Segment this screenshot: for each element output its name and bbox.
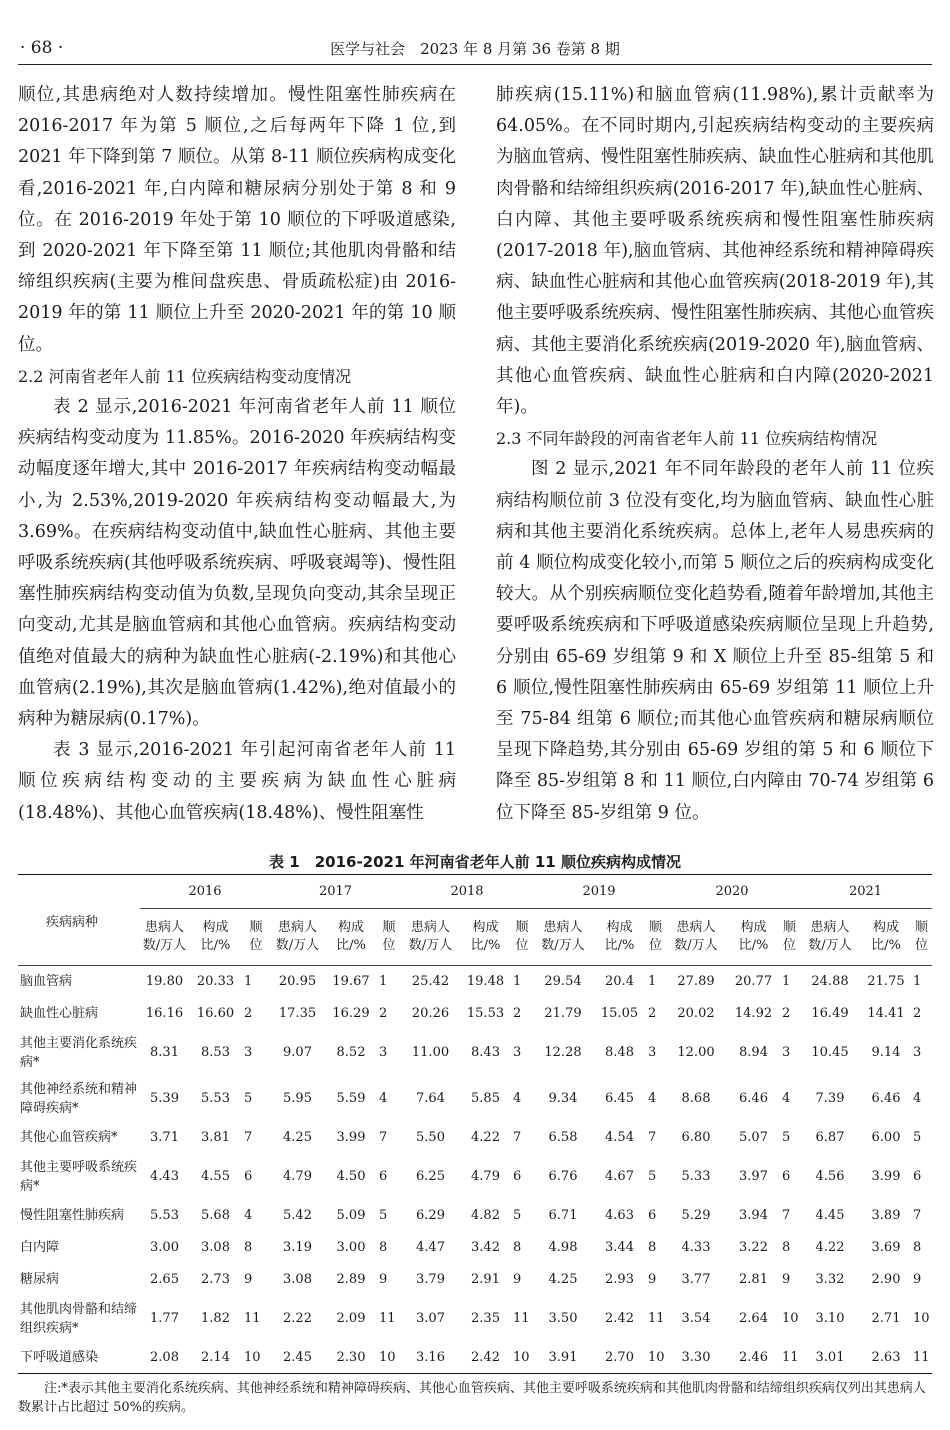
proportion-cell: 3.81	[201, 1130, 230, 1145]
patients-cell: 3.50	[548, 1311, 578, 1326]
rank-cell: 2	[379, 1006, 388, 1021]
disease-name: 其他主要呼吸系统疾病*	[20, 1159, 138, 1194]
rank-cell: 7	[379, 1130, 388, 1145]
proportion-cell: 20.33	[196, 974, 235, 990]
proportion-cell: 2.30	[325, 1342, 377, 1374]
proportion-header	[861, 909, 911, 966]
year-header: 2017	[270, 875, 401, 909]
rank-cell: 8	[244, 1240, 253, 1255]
rank-cell: 8	[782, 1240, 791, 1255]
paragraph: 表 2 显示,2016-2021 年河南省老年人前 11 顺位疾病结构变动度为 11.85%。2016-2020 年疾病结构变动幅度逐年增大,其中 2016-2017 年疾病结构变动幅最小,为 2.53%,2019-2020 年疾病结构变动幅最大,为 3.69%。在疾病结构变动值中,缺血性心脏病、其他主要呼吸系统疾病(其他呼吸系统疾病、呼吸衰竭等)、慢性阻塞性肺疾病结构变动值为负数,呈现负向变动,其余呈现正向变动,尤其是脑血管病和其他心血管病。疾病结构变动值绝对值最大的病种为缺血性心脏病(-2.19%)和其他心血管病(2.19%),其次是脑血管病(1.42%),绝对值最小的病种为糖尿病(0.17%)。	[18, 397, 456, 730]
patients-header	[799, 909, 861, 966]
patients-header-line: 数/万人	[142, 938, 187, 953]
table-row	[18, 1264, 932, 1296]
rank-cell: 6	[513, 1169, 522, 1184]
patients-cell: 3.01	[799, 1342, 861, 1374]
proportion-cell: 4.63	[605, 1208, 634, 1223]
proportion-cell: 2.90	[871, 1272, 901, 1287]
rank-cell: 6	[648, 1208, 657, 1223]
patients-cell: 4.22	[815, 1240, 845, 1255]
rank-cell: 3	[244, 1045, 253, 1060]
rank-cell: 4	[513, 1091, 522, 1106]
disease-name: 慢性阻塞性肺疾病	[20, 1208, 125, 1223]
patients-cell: 6.80	[681, 1130, 711, 1145]
disease-name: 其他神经系统和精神障碍疾病*	[20, 1081, 138, 1116]
patients-cell: 29.54	[544, 974, 582, 990]
proportion-cell: 2.09	[336, 1311, 366, 1326]
proportion-cell: 8.53	[201, 1045, 230, 1060]
rank-cell: 2	[648, 1006, 657, 1021]
proportion-cell: 19.67	[332, 974, 370, 990]
proportion-cell: 15.53	[466, 1006, 505, 1021]
rank-header	[377, 909, 401, 966]
rank-cell: 10	[646, 1342, 665, 1374]
table-row	[18, 1154, 932, 1200]
proportion-cell: 1.82	[201, 1311, 230, 1326]
patients-header-line: 数/万人	[275, 938, 320, 953]
proportion-cell: 15.05	[600, 1006, 639, 1021]
proportion-cell: 16.29	[332, 1006, 370, 1021]
patients-cell: 3.16	[401, 1342, 460, 1374]
rank-cell: 3	[379, 1045, 388, 1060]
patients-cell: 4.25	[548, 1272, 578, 1287]
patients-cell: 5.29	[681, 1208, 711, 1223]
rank-cell: 4	[782, 1091, 791, 1106]
proportion-cell: 9.14	[871, 1045, 901, 1060]
patients-cell: 2.45	[270, 1342, 325, 1374]
patients-cell: 3.32	[815, 1272, 845, 1287]
proportion-cell: 21.75	[867, 974, 905, 990]
proportion-cell: 4.79	[471, 1169, 500, 1184]
rank-cell: 8	[913, 1240, 922, 1255]
disease-name: 其他肌肉骨骼和结缔组织疾病*	[20, 1301, 138, 1336]
patients-header	[533, 909, 593, 966]
rank-header-line: 位	[249, 938, 263, 953]
proportion-cell: 8.52	[336, 1045, 366, 1060]
patients-cell: 3.79	[416, 1272, 445, 1287]
patients-cell: 7.64	[416, 1091, 445, 1106]
rank-cell: 9	[244, 1272, 253, 1287]
left-column	[18, 80, 456, 829]
disease-name: 脑血管病	[20, 974, 73, 990]
proportion-header	[727, 909, 780, 966]
rank-header-line: 顺	[249, 920, 263, 935]
proportion-cell: 2.93	[605, 1272, 634, 1287]
page-header	[18, 20, 932, 65]
year-header: 2019	[533, 875, 665, 909]
rank-cell: 4	[379, 1091, 388, 1106]
patients-cell: 4.56	[815, 1169, 845, 1184]
proportion-cell: 5.68	[201, 1208, 230, 1223]
rank-header-line: 位	[648, 938, 662, 953]
patients-cell: 5.95	[283, 1091, 312, 1106]
rank-cell: 11	[648, 1311, 665, 1326]
proportion-header-line: 比/%	[738, 938, 769, 953]
rank-cell: 9	[782, 1272, 791, 1287]
right-column	[496, 80, 934, 829]
patients-cell: 6.71	[548, 1208, 578, 1223]
rank-cell: 8	[513, 1240, 522, 1255]
proportion-cell: 16.60	[196, 1006, 235, 1021]
rank-cell: 8	[648, 1240, 657, 1255]
proportion-cell: 3.99	[871, 1169, 901, 1184]
table-row	[18, 1030, 932, 1076]
patients-cell: 12.00	[677, 1045, 715, 1060]
proportion-cell: 2.81	[739, 1272, 768, 1287]
rank-cell: 1	[379, 974, 388, 990]
rank-header-line: 顺	[782, 920, 796, 935]
rank-cell: 5	[244, 1091, 253, 1106]
rank-header	[242, 909, 270, 966]
rank-cell: 3	[913, 1045, 922, 1060]
patients-cell: 20.26	[411, 1006, 450, 1021]
rank-cell: 6	[244, 1169, 253, 1184]
patients-header-line: 数/万人	[541, 938, 585, 953]
table-row	[18, 1122, 932, 1154]
patients-cell: 20.02	[677, 1006, 715, 1021]
proportion-cell: 3.94	[739, 1208, 768, 1223]
rank-cell: 5	[913, 1130, 922, 1145]
rank-header-line: 位	[382, 938, 396, 953]
rank-cell: 7	[913, 1208, 922, 1223]
patients-cell: 4.98	[548, 1240, 578, 1255]
patients-cell: 20.95	[278, 974, 317, 990]
proportion-header-line: 构成	[472, 920, 499, 935]
patients-cell: 17.35	[278, 1006, 317, 1021]
rank-cell: 6	[379, 1169, 388, 1184]
rank-cell: 10	[782, 1311, 799, 1326]
proportion-cell: 19.48	[466, 974, 505, 990]
rank-cell: 10	[913, 1311, 930, 1326]
proportion-cell: 6.46	[739, 1091, 768, 1106]
proportion-cell: 5.59	[336, 1091, 366, 1106]
proportion-cell: 5.53	[201, 1091, 230, 1106]
proportion-header-line: 比/%	[470, 938, 501, 953]
rank-cell: 2	[244, 1006, 253, 1021]
patients-cell: 5.42	[283, 1208, 312, 1223]
patients-header-line: 数/万人	[408, 938, 453, 953]
proportion-header	[460, 909, 511, 966]
rank-cell: 7	[244, 1130, 253, 1145]
patients-cell: 21.79	[544, 1006, 582, 1021]
rank-cell: 1	[648, 974, 657, 990]
patients-cell: 4.47	[416, 1240, 445, 1255]
rank-cell: 9	[913, 1272, 922, 1287]
rank-cell: 11	[911, 1342, 932, 1374]
proportion-cell: 3.44	[605, 1240, 634, 1255]
rank-cell: 1	[782, 974, 791, 990]
proportion-cell: 2.73	[201, 1272, 230, 1287]
proportion-header-line: 构成	[740, 920, 767, 935]
table-row	[18, 1076, 932, 1122]
journal-info: 医学与社会 2023 年 8 月第 36 卷第 8 期	[330, 40, 620, 58]
proportion-header-line: 构成	[606, 920, 633, 935]
proportion-cell: 2.70	[593, 1342, 646, 1374]
patients-cell: 4.45	[815, 1208, 845, 1223]
table-row	[18, 1342, 932, 1374]
rank-cell: 11	[513, 1311, 530, 1326]
proportion-cell: 4.22	[471, 1130, 500, 1145]
patients-cell: 8.68	[681, 1091, 711, 1106]
rank-cell: 4	[244, 1208, 253, 1223]
patients-cell: 5.50	[416, 1130, 445, 1145]
patients-header-line: 患病人	[410, 920, 450, 935]
patients-header-line: 患病人	[144, 920, 184, 935]
patients-cell: 19.80	[145, 974, 184, 990]
rank-cell: 11	[780, 1342, 799, 1374]
patients-header	[140, 909, 189, 966]
patients-cell: 3.08	[283, 1272, 312, 1287]
patients-cell: 7.39	[815, 1091, 845, 1106]
rank-cell: 1	[913, 974, 922, 990]
proportion-cell: 3.99	[336, 1130, 366, 1145]
proportion-cell: 8.94	[739, 1045, 768, 1060]
rank-cell: 5	[782, 1130, 791, 1145]
rank-cell: 6	[782, 1169, 791, 1184]
patients-header-line: 数/万人	[674, 938, 718, 953]
rank-header-line: 位	[782, 938, 796, 953]
proportion-cell: 3.22	[739, 1240, 768, 1255]
paragraph: 图 2 显示,2021 年不同年龄段的老年人前 11 位疾病结构顺位前 3 位没有变化,均为脑血管病、缺血性心脏病和其他主要消化系统疾病。总体上,老年人易患疾病的前 4 顺位构成变化较小,而第 5 顺位之后的疾病构成变化较大。从个别疾病顺位变化趋势看,随着年龄增加,其他主要呼吸系统疾病和下呼吸道感染疾病顺位呈现上升趋势,分别由 65-69 岁组第 9 和 X 顺位上升至 85-组第 5 和 6 顺位,慢性阻塞性肺疾病由 65-69 岁组第 11 顺位上升至 75-84 组第 6 顺位;而其他心血管疾病和糖尿病顺位呈现下降趋势,其分别由 65-69 岁组的第 5 和 6 顺位下降至 85-岁组第 8 和 11 顺位,白内障由 70-74 岁组第 6 位下降至 85-岁组第 9 位。	[496, 459, 934, 823]
proportion-header-line: 构成	[202, 920, 229, 935]
section-heading-2-3: 2.3 不同年龄段的河南省老年人前 11 位疾病结构情况	[496, 429, 878, 449]
patients-cell: 4.79	[283, 1169, 312, 1184]
proportion-header	[325, 909, 377, 966]
table-note: 注:*表示其他主要消化系统疾病、其他神经系统和精神障碍疾病、其他心血管疾病、其他主要呼吸系统疾病和其他肌肉骨骼和结缔组织疾病仅列出其患病人数累计占比超过 50%的疾病。	[18, 1381, 926, 1415]
patients-cell: 12.28	[544, 1045, 582, 1060]
proportion-cell: 20.77	[734, 974, 773, 990]
patients-cell: 4.25	[283, 1130, 312, 1145]
table-caption: 表 1 2016-2021 年河南省老年人前 11 顺位疾病构成情况	[269, 853, 681, 871]
proportion-cell: 5.85	[471, 1091, 500, 1106]
proportion-cell: 20.4	[605, 974, 634, 990]
rank-cell: 3	[782, 1045, 791, 1060]
proportion-cell: 6.46	[871, 1091, 901, 1106]
rank-header	[911, 909, 932, 966]
patients-cell: 4.33	[681, 1240, 711, 1255]
patients-cell: 6.87	[815, 1130, 845, 1145]
rank-cell: 11	[244, 1311, 261, 1326]
page-number: · 68 ·	[20, 38, 64, 58]
rank-cell: 3	[648, 1045, 657, 1060]
patients-cell: 3.54	[681, 1311, 711, 1326]
proportion-header-line: 比/%	[604, 938, 635, 953]
disease-name: 糖尿病	[20, 1272, 60, 1287]
proportion-cell: 2.64	[739, 1311, 768, 1326]
patients-cell: 3.91	[533, 1342, 593, 1374]
rank-cell: 2	[782, 1006, 791, 1021]
patients-cell: 4.43	[150, 1169, 179, 1184]
proportion-header-line: 构成	[872, 920, 899, 935]
rank-cell: 5	[648, 1169, 657, 1184]
rank-cell: 7	[782, 1208, 791, 1223]
patients-cell: 25.42	[411, 974, 450, 990]
proportion-header-line: 构成	[337, 920, 364, 935]
disease-table	[18, 874, 932, 1374]
rank-cell: 9	[648, 1272, 657, 1287]
paragraph: 肺疾病(15.11%)和脑血管病(11.98%),累计贡献率为 64.05%。在不同时期内,引起疾病结构变动的主要疾病为脑血管病、慢性阻塞性肺疾病、缺血性心脏病和其他肌肉骨骼和结缔组织疾病(2016-2017 年),缺血性心脏病、白内障、其他主要呼吸系统疾病和慢性阻塞性肺疾病(2017-2018 年),脑血管病、其他神经系统和精神障碍疾病、缺血性心脏病和其他心血管疾病(2018-2019 年),其他主要呼吸系统疾病、慢性阻塞性肺疾病、其他心血管疾病、其他主要消化系统疾病(2019-2020 年),脑血管病、其他心血管疾病、缺血性心脏病和白内障(2020-2021 年)。	[496, 85, 934, 418]
patients-cell: 9.07	[283, 1045, 312, 1060]
rank-cell: 9	[513, 1272, 522, 1287]
proportion-cell: 3.08	[201, 1240, 230, 1255]
proportion-cell: 8.48	[605, 1045, 634, 1060]
proportion-cell: 14.41	[867, 1006, 905, 1021]
year-header: 2020	[665, 875, 799, 909]
rank-cell: 10	[377, 1342, 401, 1374]
rank-header-line: 顺	[648, 920, 662, 935]
proportion-cell: 2.89	[336, 1272, 366, 1287]
rank-cell: 6	[913, 1169, 922, 1184]
patients-cell: 10.45	[811, 1045, 849, 1060]
patients-cell: 3.07	[416, 1311, 445, 1326]
patients-cell: 3.19	[283, 1240, 312, 1255]
patients-cell: 11.00	[411, 1045, 450, 1060]
patients-cell: 16.49	[811, 1006, 849, 1021]
patients-cell: 24.88	[811, 974, 849, 990]
disease-name: 白内障	[20, 1240, 60, 1255]
table-row	[18, 1232, 932, 1264]
disease-name: 下呼吸道感染	[18, 1342, 140, 1374]
patients-cell: 5.33	[681, 1169, 711, 1184]
patients-header-line: 患病人	[810, 920, 850, 935]
proportion-cell: 2.46	[727, 1342, 780, 1374]
proportion-cell: 3.69	[871, 1240, 901, 1255]
proportion-cell: 2.71	[871, 1311, 901, 1326]
patients-cell: 9.34	[548, 1091, 578, 1106]
patients-header-line: 患病人	[543, 920, 583, 935]
proportion-cell: 3.00	[336, 1240, 366, 1255]
patients-header-line: 数/万人	[808, 938, 852, 953]
disease-column-header: 疾病病种	[18, 875, 140, 966]
patients-cell: 6.29	[416, 1208, 445, 1223]
rank-cell: 1	[244, 974, 253, 990]
patients-header	[665, 909, 727, 966]
rank-cell: 7	[648, 1130, 657, 1145]
patients-cell: 3.77	[681, 1272, 711, 1287]
rank-cell: 10	[242, 1342, 270, 1374]
year-header: 2016	[140, 875, 270, 909]
proportion-cell: 6.00	[871, 1130, 901, 1145]
paragraph: 顺位,其患病绝对人数持续增加。慢性阻塞性肺疾病在 2016-2017 年为第 5 顺位,之后每两年下降 1 位,到 2021 年下降到第 7 顺位。从第 8-11 顺位疾病构成变化看,2016-2021 年,白内障和糖尿病分别处于第 8 和 9 位。在 2016-2019 年处于第 10 顺位的下呼吸道感染,到 2020-2021 年下降至第 11 顺位;其他肌肉骨骼和结缔组织疾病(主要为椎间盘疾患、骨质疏松症)由 2016-2019 年的第 11 顺位上升至 2020-2021 年的第 10 顺位。	[18, 85, 456, 355]
year-header: 2018	[401, 875, 533, 909]
patients-cell: 5.39	[150, 1091, 179, 1106]
rank-cell: 4	[913, 1091, 922, 1106]
rank-header-line: 顺	[914, 920, 928, 935]
proportion-cell: 8.43	[471, 1045, 500, 1060]
patients-cell: 2.22	[283, 1311, 312, 1326]
patients-cell: 1.77	[150, 1311, 179, 1326]
rank-cell: 2	[913, 1006, 922, 1021]
table-row	[18, 1296, 932, 1342]
section-heading-2-2: 2.2 河南省老年人前 11 位疾病结构变动度情况	[18, 366, 352, 386]
rank-cell: 7	[513, 1130, 522, 1145]
rank-cell: 9	[379, 1272, 388, 1287]
table-row	[18, 966, 932, 998]
rank-cell: 1	[513, 974, 522, 990]
patients-cell: 3.00	[150, 1240, 179, 1255]
disease-name: 其他主要消化系统疾病*	[20, 1035, 138, 1070]
proportion-cell: 2.35	[471, 1311, 500, 1326]
patients-header	[401, 909, 460, 966]
proportion-cell: 3.42	[471, 1240, 500, 1255]
table-row	[18, 1200, 932, 1232]
proportion-cell: 2.42	[605, 1311, 634, 1326]
rank-cell: 2	[513, 1006, 522, 1021]
rank-header-line: 位	[515, 938, 529, 953]
patients-cell: 3.10	[815, 1311, 845, 1326]
proportion-header-line: 比/%	[200, 938, 231, 953]
patients-cell: 3.30	[665, 1342, 727, 1374]
rank-cell: 10	[511, 1342, 533, 1374]
paragraph: 表 3 显示,2016-2021 年引起河南省老年人前 11 顺位疾病结构变动的主要疾病为缺血性心脏病(18.48%)、其他心血管疾病(18.48%)、慢性阻塞性	[18, 740, 456, 823]
rank-header-line: 顺	[382, 920, 396, 935]
proportion-header-line: 比/%	[871, 938, 901, 953]
year-header: 2021	[799, 875, 932, 909]
patients-cell: 5.53	[150, 1208, 179, 1223]
rank-header-line: 顺	[515, 920, 529, 935]
proportion-cell: 6.45	[605, 1091, 634, 1106]
rank-cell: 11	[379, 1311, 396, 1326]
proportion-cell: 4.50	[336, 1169, 366, 1184]
proportion-header	[189, 909, 242, 966]
proportion-cell: 2.14	[189, 1342, 242, 1374]
patients-header	[270, 909, 325, 966]
patients-header-line: 患病人	[277, 920, 317, 935]
patients-cell: 2.08	[140, 1342, 189, 1374]
rank-header	[780, 909, 799, 966]
proportion-cell: 14.92	[734, 1006, 773, 1021]
rank-cell: 8	[379, 1240, 388, 1255]
patients-header-line: 患病人	[676, 920, 716, 935]
proportion-header-line: 比/%	[336, 938, 366, 953]
rank-cell: 4	[648, 1091, 657, 1106]
proportion-header	[593, 909, 646, 966]
disease-name: 其他心血管疾病*	[20, 1130, 118, 1145]
proportion-cell: 3.89	[871, 1208, 901, 1223]
proportion-cell: 5.07	[739, 1130, 768, 1145]
rank-cell: 5	[379, 1208, 388, 1223]
proportion-cell: 2.42	[460, 1342, 511, 1374]
patients-cell: 2.65	[150, 1272, 179, 1287]
patients-cell: 6.76	[548, 1169, 578, 1184]
rank-header	[646, 909, 665, 966]
rank-header	[511, 909, 533, 966]
proportion-cell: 4.82	[471, 1208, 500, 1223]
proportion-cell: 4.54	[605, 1130, 634, 1145]
patients-cell: 27.89	[677, 974, 715, 990]
patients-cell: 8.31	[150, 1045, 179, 1060]
rank-cell: 5	[513, 1208, 522, 1223]
patients-cell: 16.16	[145, 1006, 184, 1021]
table-row	[18, 998, 932, 1030]
proportion-cell: 2.63	[861, 1342, 911, 1374]
rank-cell: 3	[513, 1045, 522, 1060]
proportion-cell: 3.97	[739, 1169, 768, 1184]
proportion-cell: 2.91	[471, 1272, 500, 1287]
proportion-cell: 5.09	[336, 1208, 366, 1223]
disease-name: 缺血性心脏病	[20, 1006, 99, 1021]
rank-header-line: 位	[914, 938, 928, 953]
patients-cell: 6.25	[416, 1169, 445, 1184]
patients-cell: 6.58	[548, 1130, 578, 1145]
proportion-cell: 4.67	[605, 1169, 634, 1184]
proportion-cell: 4.55	[201, 1169, 230, 1184]
patients-cell: 3.71	[150, 1130, 179, 1145]
